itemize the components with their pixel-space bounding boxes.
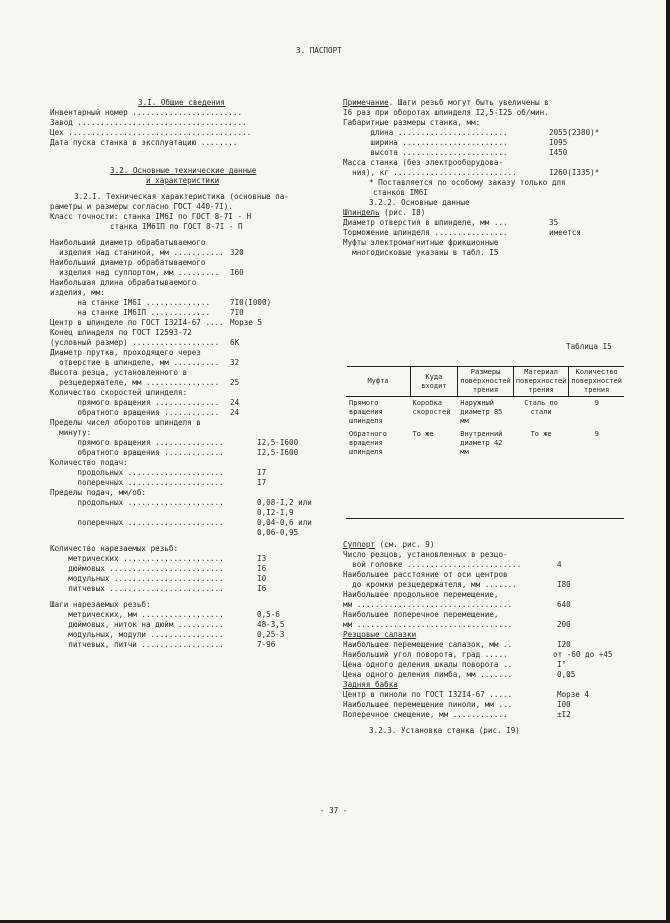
scan-edge-right <box>666 0 670 923</box>
spec-value: I00 <box>557 700 571 709</box>
spec-value: I260(I335)* <box>549 168 600 177</box>
spec-value: I6 <box>257 584 267 593</box>
spec-value: 0,05 <box>557 670 576 679</box>
right-column: Примечание. Шаги резьб могут быть увеличены в I6 раз при оборотах шпинделя I2,5-I25 об/мин. Габаритные размеры станка, мм: длина ........................ 2055(2380)* ширина ....................... I095 высота ....................... I450 Масса станка (без электрооборудова- ния), кг ........................... I260(I335)* * Поставляется по особому заказу только для станков IМ6I 3.2.2. Основные данные Шпиндель (рис. I8) Диаметр отверстия в шпинделе, мм ... 35 Торможение шпинделя ................ имеется Муфты электромагнитные фрикционные многодисковые указаны в табл. I5 <box>343 98 600 257</box>
table-row: Прямого вращения шпинделя Коробка скоростей Наружный диаметр 85 мм Сталь по стали 9 <box>349 399 599 425</box>
table-15 <box>346 366 624 459</box>
table-header-cell: Размеры поверхностей трения <box>458 367 514 397</box>
spec-intro: 3.2.I. Техническая характеристика (основные па- <box>74 192 289 201</box>
spec-value: 25 <box>230 378 240 387</box>
spec-value: 0,I2-I,9 <box>257 508 294 517</box>
spec-value: 640 <box>557 600 571 609</box>
section-heading-specs-2: и характеристики <box>146 176 220 185</box>
table-bottom-rule <box>346 518 624 519</box>
spec-value: 24 <box>230 398 240 407</box>
spec-value: I095 <box>549 138 568 147</box>
spec-value: 48-3,5 <box>257 620 285 629</box>
note-label: Примечание <box>343 98 389 107</box>
left-column: 3.I. Общие сведения Инвентарный номер ........................ Завод ..................................... Цех ........................................ Дата пуска станка в эксплуатацию ........ 3.2. Основные технические данные и характеристики 3.2.I. Техническая характеристика (основные па- раметры и размеры согласно ГОСТ 440-7I). Класс точности: станка IМ6I по ГОСТ 8-7I - Н станка IМ6IП по ГОСТ 8-7I - П Наибольший диаметр обрабатываемого изделия над станиной, мм ........... 320 Наибольший диаметр обрабатываемого изделия над суппортом, мм ......... I60 Наибольшая длина обрабатываемого изделия, мм: на станке IМ6I .............. 7I0(I000) на станке IМ6IП ............. 7I0 Центр в шпинделе по ГОСТ I32I4-67 .... Морзе 5 Конец шпинделя по ГОСТ I2593-72 (условный размер) ................... 6К Диаметр прутка, проходящего через отверстие в шпинделе, мм .......... 32 Высота резца, установленного в резцедержателе, мм ................ 25 Количество скоростей шпинделя: прямого вращения .............. 24 обратного вращения ............ 24 Пределы чисел оборотов шпинделя в минуту: прямого вращения ............... I2,5-I600 обратного вращения ............. I2,5-I600 Количество подач: продольных ..................... I7 поперечных ..................... I7 Пределы подач, мм/об: продольных ..................... 0,08-I,2 или 0,I2-I,9 поперечных ..................... 0,04-0,6 или 0,06-0,95 Количество нарезаемых резьб: метрических ...................... I3 дюймовых ......................... I6 модульных ........................ I0 питчевых ......................... I6 Шаги нарезаемых резьб: метрических, мм .................. 0,5-6 дюймовых, ниток на дюйм .......... 48-3,5 модульных, модули ................ 0,25-3 питчевых, питчи .................. 7-96 <box>50 98 330 650</box>
table-header-cell: Материал поверхностей трения <box>513 367 569 397</box>
spec-value: I3 <box>257 554 267 563</box>
field-row: Дата пуска станка в эксплуатацию ........ <box>50 138 238 147</box>
spec-value: 35 <box>549 218 559 227</box>
spec-value: I2,5-I600 <box>257 438 299 447</box>
spec-value: I0 <box>257 574 267 583</box>
spec-value: 32 <box>230 358 240 367</box>
right-column-lower: Суппорт (см. рис. 9) Число резцов, установленных в резцо- вой головке ......................... 4 Наибольшее расстояние от оси центров до кромки резцедержателя, мм ....... I80 Наибольшее продольное перемещение, мм .................................. 640 Наибольшее поперечное перемещение, мм .................................. 200 Резцовые салазки Наибольшее перемещение салазок, мм .. I20 Наибольший угол поворота, град ..... от -60 до +45 Цена одного деления шкалы поворота .. I° Цена одного деления лимба, мм ....... 0,05 Задняя бабка Центр в пиноли по ГОСТ I32I4-67 ..... Морзе 4 Наибольшее перемещение пиноли, мм ... I00 Поперечное смещение, мм ............ ±I2 3.2.3. Установка станка (рис. I9) <box>343 540 613 735</box>
spec-value: 0,06-0,95 <box>257 528 299 537</box>
spec-value: Морзе 4 <box>557 690 590 699</box>
section-heading-specs: 3.2. Основные технические данные <box>110 166 257 175</box>
spec-value: 4 <box>557 560 562 569</box>
table-row: Обратного вращения шпинделя То же Внутренний диаметр 42 мм То же 9 <box>349 430 599 456</box>
page-header: 3. ПАСПОРТ <box>296 46 342 55</box>
spec-value: ±I2 <box>557 710 571 719</box>
spec-value: 7-96 <box>257 640 276 649</box>
spec-value: 24 <box>230 408 240 417</box>
table-header-cell: Муфта <box>347 367 411 397</box>
spec-value: 0,25-3 <box>257 630 285 639</box>
spec-value: 2055(2380)* <box>549 128 600 137</box>
spec-value: I80 <box>557 580 571 589</box>
page-number: - 37 - <box>320 806 348 815</box>
spec-value: имеется <box>549 228 582 237</box>
spec-value: 0,08-I,2 или <box>257 498 312 507</box>
spec-value: 7I0(I000) <box>230 298 272 307</box>
spec-value: I20 <box>557 640 571 649</box>
table-header-cell: Количество поверхностей трения <box>569 367 624 397</box>
spec-value: I2,5-I600 <box>257 448 299 457</box>
spec-value: I6 <box>257 564 267 573</box>
spec-value: I° <box>557 660 567 669</box>
spec-value: 6К <box>230 338 240 347</box>
field-row: Инвентарный номер ........................ <box>50 108 243 117</box>
spec-value: 320 <box>230 248 244 257</box>
section-heading-general: 3.I. Общие сведения <box>138 98 225 107</box>
field-row: Цех ........................................ <box>50 128 252 137</box>
field-row: Завод ..................................... <box>50 118 247 127</box>
spec-value: 0,5-6 <box>257 610 280 619</box>
spec-value: I60 <box>230 268 244 277</box>
spec-value: I450 <box>549 148 568 157</box>
spec-value: 7I0 <box>230 308 244 317</box>
spec-value: Морзе 5 <box>230 318 263 327</box>
spec-value: от -60 до +45 <box>553 650 613 659</box>
table-caption: Таблица I5 <box>566 342 612 351</box>
spec-value: I7 <box>257 478 267 487</box>
spec-value: 200 <box>557 620 571 629</box>
spec-value: 0,04-0,6 или <box>257 518 312 527</box>
spec-value: I7 <box>257 468 267 477</box>
table-header-cell: Куда входит <box>410 367 458 397</box>
